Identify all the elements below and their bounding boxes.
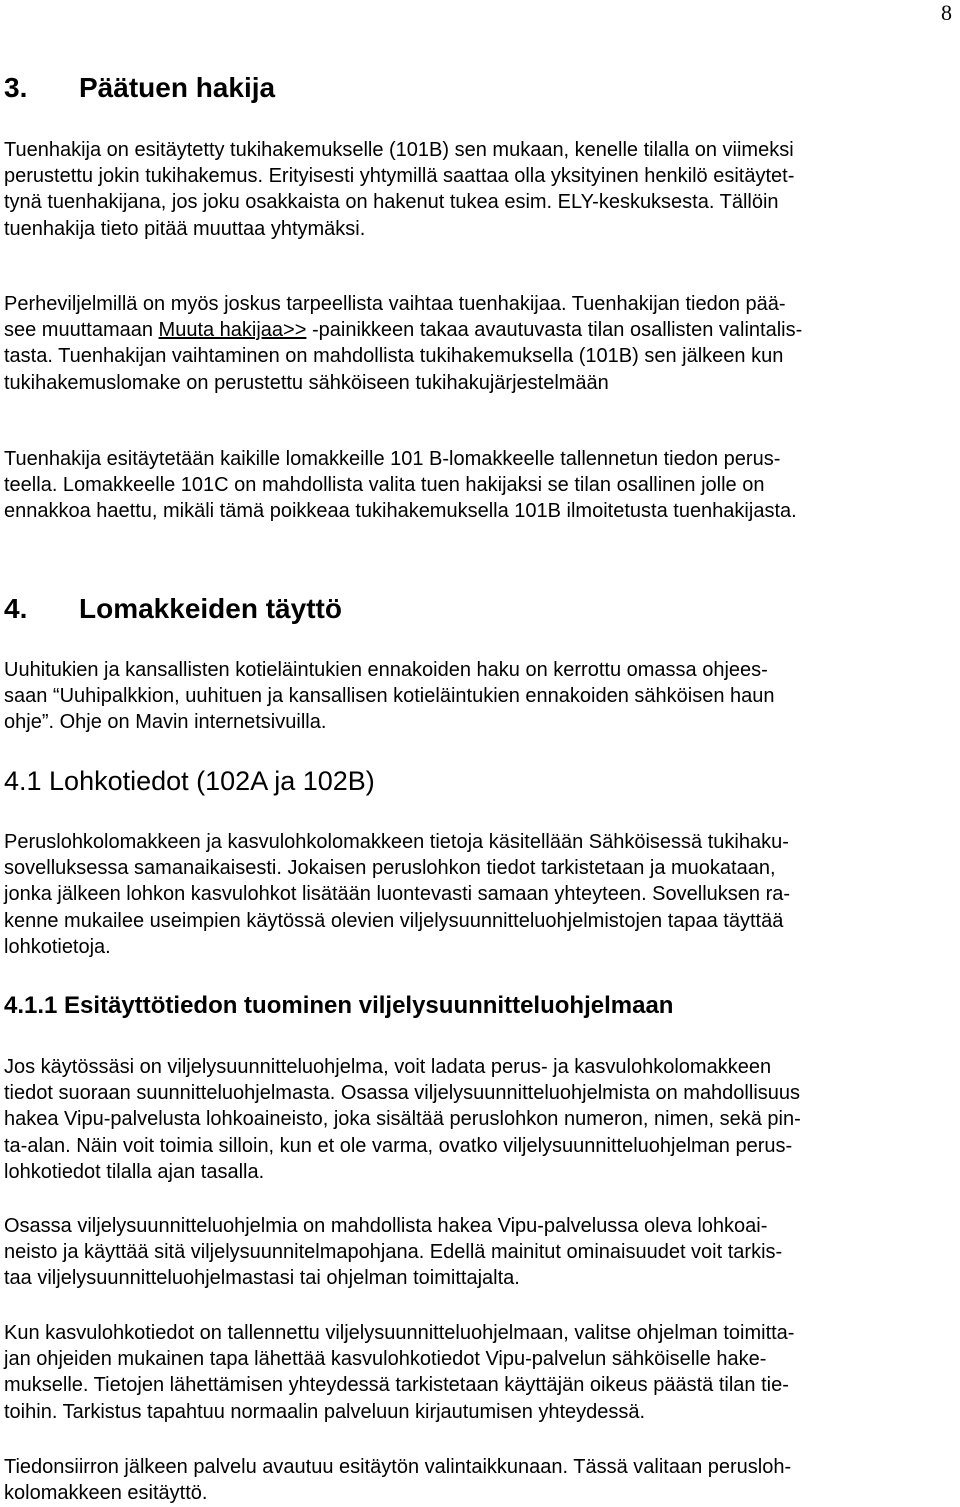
text-fragment: see muuttamaan xyxy=(4,319,159,342)
text-line: kenne mukailee useimpien käytössä olevien viljelysuunnitteluohjelmistojen tapaa täyttää xyxy=(4,909,784,932)
section-3-paragraph-2 xyxy=(4,291,948,396)
section-4-heading xyxy=(4,592,948,626)
text-line: Tiedonsiirron jälkeen palvelu avautuu esitäytön valintaikkunaan. Tässä valitaan perusloh- xyxy=(4,1456,792,1478)
text-fragment: -painikkeen takaa avautuvasta tilan osallisten valintalis- xyxy=(306,319,803,342)
text-line: taa viljelysuunnitteluohjelmastasi tai ohjelman toimittajalta. xyxy=(4,1267,520,1290)
section-3-number: 3. xyxy=(4,72,28,103)
text-line: perustettu jokin tukihakemus. Erityisesti yhtymillä saattaa olla yksityinen henkilö esitäytet- xyxy=(4,165,795,188)
text-line: tasta. Tuenhakijan vaihtaminen on mahdollista tukihakemuksella (101B) sen jälkeen kun xyxy=(4,345,784,368)
text-line: sovelluksessa samanaikaisesti. Jokaisen peruslohkon tiedot tarkistetaan ja muokataan, xyxy=(4,857,776,880)
section-4-paragraph-1 xyxy=(4,657,948,736)
text-line xyxy=(4,317,948,343)
section-4-1-1-paragraph-1 xyxy=(4,1054,948,1185)
text-line: Tuenhakija on esitäytetty tukihakemukselle (101B) sen mukaan, kenelle tilalla on viimeksi xyxy=(4,139,794,161)
text-line: kolomakkeen esitäyttö. xyxy=(4,1482,208,1505)
text-line: tuenhakija tieto pitää muuttaa yhtymäksi. xyxy=(4,217,366,240)
text-line: jonka jälkeen lohkon kasvulohkot lisätään luontevasti samaan yhteyteen. Sovelluksen ra- xyxy=(4,883,791,906)
section-3-heading xyxy=(4,71,948,105)
section-3-title: Päätuen hakija xyxy=(79,72,276,103)
text-line: ohje”. Ohje on Mavin internetsivuilla. xyxy=(4,711,327,734)
section-4-1-heading: 4.1 Lohkotiedot (102A ja 102B) xyxy=(4,766,375,796)
text-line: Jos käytössäsi on viljelysuunnitteluohjelma, voit ladata perus- ja kasvulohkolomakkeen xyxy=(4,1056,772,1078)
text-line: ta-alan. Näin voit toimia silloin, kun et ole varma, ovatko viljelysuunnitteluohjelman perus- xyxy=(4,1134,793,1157)
section-4-1-1-heading: 4.1.1 Esitäyttötiedon tuominen viljelysuunnitteluohjelmaan xyxy=(4,992,674,1019)
muuta-hakijaa-link[interactable]: Muuta hakijaa>> xyxy=(158,319,307,342)
section-4-number: 4. xyxy=(4,593,28,624)
text-line: tiedot suoraan suunnitteluohjelmasta. Osassa viljelysuunnitteluohjelmista on mahdollisuus xyxy=(4,1082,801,1105)
text-line: Kun kasvulohkotiedot on tallennettu viljelysuunnitteluohjelmaan, valitse ohjelman toimitta- xyxy=(4,1322,795,1344)
section-4-1-paragraph-1 xyxy=(4,829,948,960)
text-line: Tuenhakija esitäytetään kaikille lomakkeille 101 B-lomakkeelle tallennetun tiedon perus- xyxy=(4,448,781,470)
text-line: teella. Lomakkeelle 101C on mahdollista valita tuen hakijaksi se tilan osallinen jolle on xyxy=(4,474,765,497)
section-4-1-1-paragraph-2 xyxy=(4,1213,948,1292)
text-line: Osassa viljelysuunnitteluohjelmia on mahdollista hakea Vipu-palvelussa oleva lohkoai- xyxy=(4,1215,768,1237)
text-line: toihin. Tarkistus tapahtuu normaalin palveluun kirjautumisen yhteydessä. xyxy=(4,1400,646,1423)
text-line: Uuhitukien ja kansallisten kotieläintukien ennakoiden haku on kerrottu omassa ohjees- xyxy=(4,659,768,681)
text-line: jan ohjeiden mukainen tapa lähettää kasvulohkotiedot Vipu-palvelun sähköiselle hake- xyxy=(4,1348,767,1371)
section-3-paragraph-3 xyxy=(4,446,948,525)
page-number: 8 xyxy=(941,0,952,25)
text-line: lohkotiedot tilalla ajan tasalla. xyxy=(4,1160,265,1183)
text-line: lohkotietoja. xyxy=(4,935,111,958)
text-line: neisto ja käyttää sitä viljelysuunnitelmapohjana. Edellä mainitut ominaisuudet voit tarkis- xyxy=(4,1241,783,1264)
text-line: tukihakemuslomake on perustettu sähköiseen tukihakujärjestelmään xyxy=(4,371,609,394)
text-line: ennakkoa haettu, mikäli tämä poikkeaa tukihakemuksella 101B ilmoitetusta tuenhakijasta. xyxy=(4,500,797,523)
section-4-1-1-paragraph-4 xyxy=(4,1454,948,1506)
text-line: saan “Uuhipalkkion, uuhituen ja kansallisen kotieläintukien ennakoiden sähköisen haun xyxy=(4,685,775,708)
text-line: mukselle. Tietojen lähettämisen yhteydessä tarkistetaan käyttäjän oikeus päästä tilan tie- xyxy=(4,1374,789,1397)
section-4-1-1-paragraph-3 xyxy=(4,1320,948,1425)
text-line: hakea Vipu-palvelusta lohkoaineisto, joka sisältää peruslohkon numeron, nimen, sekä pin- xyxy=(4,1108,801,1131)
section-3-paragraph-1 xyxy=(4,137,948,242)
text-line: Perheviljelmillä on myös joskus tarpeellista vaihtaa tuenhakijaa. Tuenhakijan tiedon pää- xyxy=(4,293,786,315)
text-line: Peruslohkolomakkeen ja kasvulohkolomakkeen tietoja käsitellään Sähköisessä tukihaku- xyxy=(4,831,789,853)
section-4-title: Lomakkeiden täyttö xyxy=(79,593,342,624)
text-line: tynä tuenhakijana, jos joku osakkaista on hakenut tukea esim. ELY-keskuksesta. Tällöin xyxy=(4,191,779,214)
